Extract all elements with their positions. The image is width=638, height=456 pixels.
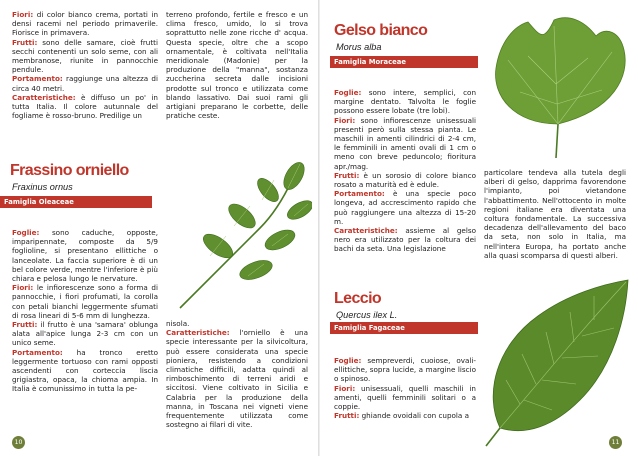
label-frutti: Frutti: [12, 320, 38, 330]
label-frutti: Frutti: [334, 170, 360, 180]
label-frutti: Frutti: [12, 37, 38, 47]
label-caratteristiche: Caratteristiche: [166, 328, 230, 338]
family-bar-gelso: Famiglia Moraceae [330, 56, 478, 68]
gelso-col2 [484, 168, 626, 260]
text-gelso-continued: particolare tendeva alla tutela degli alberi di gelso, dapprima favorendone l'impianto, poi vietandone l'abbattimento. Nell'ottocento in molte regioni italiane era diventata una coltura fondamentale. La successiva decadenza dell'allevamento del baco da seta, non solo in Italia, ma nell'intera Europa, ha portato anche alla quasi scomparsa di questi alberi. [484, 168, 626, 260]
family-bar-leccio: Famiglia Fagaceae [330, 322, 478, 334]
orniello-intro-col2 [166, 10, 308, 120]
text-foglie: sempreverdi, cuoiose, ovali-ellittiche, sopra lucide, a margine liscio o spinoso. [334, 356, 476, 384]
page-fold [318, 0, 320, 456]
species-latin-leccio: Quercus ilex L. [336, 310, 398, 320]
label-caratteristiche: Caratteristiche: [334, 226, 398, 236]
text-caratteristiche: è diffuso un po' in tutta Italia. Il colore autunnale del fogliame è rosso-bruno. Predilige un [12, 92, 158, 121]
text-intro-continued: terreno profondo, fertile e fresco e un clima fresco, umido, lo si trova soprattutto nelle zone ricche d' acqua. Questa specie, oltre che a scopo ornamentale, è coltivata nell'Italia meridionale (Madonie) per la produzione della "manna", sostanza zuccherina secreta dalle incisioni prodotte sul tronco e utilizzata come blando lassativo. Dai suoi rami gli artigiani preparano le corbette, delle pratiche ceste. [166, 10, 308, 121]
label-fiori: Fiori: [12, 10, 34, 19]
species-title-leccio: Leccio [334, 290, 382, 307]
text-lead: nisola. [166, 319, 190, 328]
frassino-col1 [12, 228, 158, 394]
species-title-gelso: Gelso bianco [334, 22, 428, 39]
orniello-intro-col1 [12, 10, 158, 120]
holm-oak-leaf-icon [476, 276, 636, 452]
text-frutti: è un sorosio di colore bianco rosato a maturità ed è edule. [334, 170, 476, 190]
text-frutti: sono delle samare, cioè frutti secchi contenenti un solo seme, con ali membranose, riunite in pannocchie pendule. [12, 37, 158, 75]
label-fiori: Fiori: [334, 115, 356, 125]
label-foglie: Foglie: [12, 228, 40, 237]
text-fiori: unisessuali, quelli maschili in amenti, quelli femminili solitari o a coppie. [334, 383, 476, 412]
leccio-col1 [334, 356, 476, 420]
label-frutti: Frutti: [334, 411, 360, 421]
page-number-right: 11 [609, 436, 622, 449]
label-portamento: Portamento: [12, 347, 63, 357]
species-latin-frassino: Fraxinus ornus [12, 182, 73, 192]
compound-leaf-icon [160, 158, 312, 318]
label-portamento: Portamento: [334, 189, 385, 199]
gelso-col1 [334, 88, 476, 254]
label-foglie: Foglie: [334, 356, 362, 365]
text-portamento: è una specie poco longeva, ad accrescimento rapido che può raggiungere una altezza di 15-20 m. [334, 189, 476, 226]
family-bar-frassino: Famiglia Oleaceae [0, 196, 152, 208]
text-caratteristiche: assieme al gelso nero era utilizzato per la coltura dei bachi da seta. Una legislazione [334, 226, 476, 254]
text-fiori: di color bianco crema, portati in densi racemi nel periodo primaverile. Fiorisce in primavera. [12, 10, 158, 38]
label-fiori: Fiori: [12, 283, 34, 293]
text-fiori: sono infiorescenze unisessuali presenti però sulla stessa pianta. Le maschili in amenti cilindrici di 2-4 cm, le femminili in amenti ovali di 1 cm o meno con breve peduncolo; fioritura apr./mag. [334, 115, 476, 171]
page-number-left: 10 [12, 436, 25, 449]
text-caratteristiche: l'orniello è una specie interessante per la silvicoltura, può essere considerata una specie pioniera, resistendo a condizioni climatiche difficili, adatta quindi al rimboschimento di terreni aridi e siccitosi. Viene coltivato in Sicilia e Calabria per la produzione della manna, in Toscana nei vigneti viene frequentemente utilizzata come sostegno ai filari di vite. [166, 328, 308, 430]
mulberry-leaf-icon [484, 12, 634, 162]
text-portamento: ha tronco eretto leggermente tortuoso con rami opposti ascendenti con corteccia liscia grigiastra, opaca, la chioma ampia. In Italia è comunissimo in tutta la pe- [12, 347, 158, 394]
species-title-frassino: Frassino orniello [10, 162, 129, 179]
text-fiori: le infiorescenze sono a forma di pannocchie, i fiori profumati, la corolla con petali bianchi leggermente sfumati di rosa lineari di 5-6 mm di lunghezza. [12, 283, 158, 320]
species-latin-gelso: Morus alba [336, 42, 382, 52]
text-frutti: il frutto è una 'samara' oblunga alata all'apice lunga 2-3 cm con un unico seme. [12, 320, 158, 348]
text-frutti: ghiande ovoidali con cupola a [361, 411, 470, 421]
text-foglie: sono intere, semplici, con margine dentato. Talvolta le foglie possono essere lobate (tre lobi). [334, 88, 476, 116]
label-portamento: Portamento: [12, 74, 63, 84]
label-foglie: Foglie: [334, 88, 362, 97]
frassino-col2 [166, 319, 308, 429]
label-fiori: Fiori: [334, 383, 356, 393]
text-portamento: raggiunge una altezza di circa 40 metri. [12, 74, 158, 93]
text-foglie: sono caduche, opposte, imparipennate, composte da 5/9 foglioline, si presentano ellittiche o lanceolate. La faccia superiore è di un bel colore verde, mentre l'inferiore è più chiara e pelosa lungo le nervature. [12, 228, 158, 284]
label-caratteristiche: Caratteristiche: [12, 92, 76, 102]
